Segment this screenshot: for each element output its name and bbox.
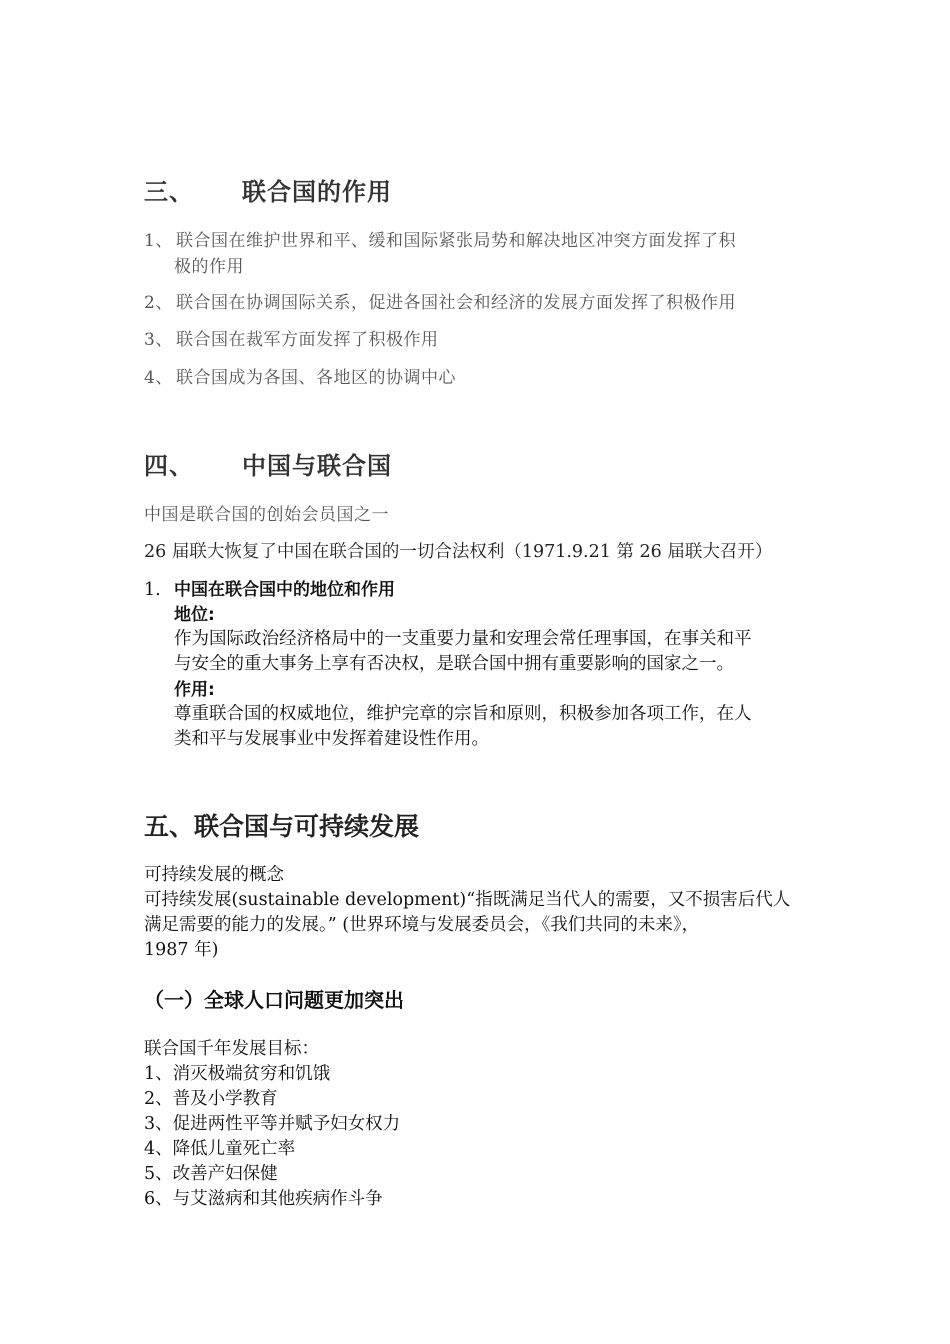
section-4-title: 中国与联合国 [242, 452, 392, 480]
goal-item: 4、降低儿童死亡率 [144, 1139, 296, 1159]
section-4-list-item [144, 575, 395, 600]
role-text-line-1: 尊重联合国的权威地位，维护完章的宗旨和原则，积极参加各项工作，在人 [174, 704, 752, 724]
section-3-heading [144, 172, 392, 207]
section-4-heading [144, 446, 392, 481]
goal-item: 3、促进两性平等并赋予妇女权力 [144, 1114, 401, 1134]
item-text: 联合国在协调国际关系，促进各国社会和经济的发展方面发挥了积极作用 [176, 293, 736, 313]
goals-label: 联合国千年发展目标： [144, 1039, 319, 1059]
list-number: 1. [144, 580, 161, 600]
item-number: 1、 [144, 231, 173, 251]
concept-line-3: 1987 年) [144, 940, 219, 960]
item-number: 4、 [144, 368, 173, 388]
concept-label: 可持续发展的概念 [144, 865, 284, 885]
section-4-intro-2: 26 届联大恢复了中国在联合国的一切合法权利（1971.9.21 第 26 届联大召开） [144, 542, 773, 562]
status-label: 地位: [174, 605, 215, 625]
item-number: 3、 [144, 330, 173, 350]
section-4-intro-1: 中国是联合国的创始会员国之一 [144, 505, 389, 525]
section-3-item-1-cont: 极的作用 [174, 257, 244, 277]
role-label: 作用: [174, 680, 215, 700]
section-3-number: 三、 [144, 178, 194, 206]
concept-line-1: 可持续发展(sustainable development)“指既满足当代人的需要，又不损害后代人 [144, 890, 791, 910]
item-number: 2、 [144, 293, 173, 313]
section-3-title: 联合国的作用 [242, 178, 392, 206]
goal-item: 6、与艾滋病和其他疾病作斗争 [144, 1189, 383, 1209]
goal-item: 5、改善产妇保健 [144, 1164, 278, 1184]
status-text-line-1: 作为国际政治经济格局中的一支重要力量和安理会常任理事国，在事关和平 [174, 629, 752, 649]
item-text: 联合国在裁军方面发挥了积极作用 [176, 330, 439, 350]
goal-item: 1、消灭极端贫穷和饥饿 [144, 1064, 331, 1084]
concept-line-2: 满足需要的能力的发展。” (世界环境与发展委员会，《我们共同的未来》， [144, 915, 700, 935]
section-4-number: 四、 [144, 452, 194, 480]
subsection-1-heading: （一）全球人口问题更加突出 [144, 988, 404, 1012]
section-3-item-4 [144, 363, 456, 388]
item-text: 联合国在维护世界和平、缓和国际紧张局势和解决地区冲突方面发挥了积 [176, 231, 736, 251]
status-text-line-2: 与安全的重大事务上享有否决权，是联合国中拥有重要影响的国家之一。 [174, 654, 734, 674]
section-5-heading: 五、联合国与可持续发展 [144, 812, 420, 841]
list-title: 中国在联合国中的地位和作用 [174, 580, 395, 600]
section-3-item-2 [144, 288, 736, 313]
section-3-item-1 [144, 226, 736, 251]
role-text-line-2: 类和平与发展事业中发挥着建设性作用。 [174, 729, 489, 749]
goal-item: 2、普及小学教育 [144, 1089, 278, 1109]
item-text: 联合国成为各国、各地区的协调中心 [176, 368, 456, 388]
section-3-item-3 [144, 325, 439, 350]
